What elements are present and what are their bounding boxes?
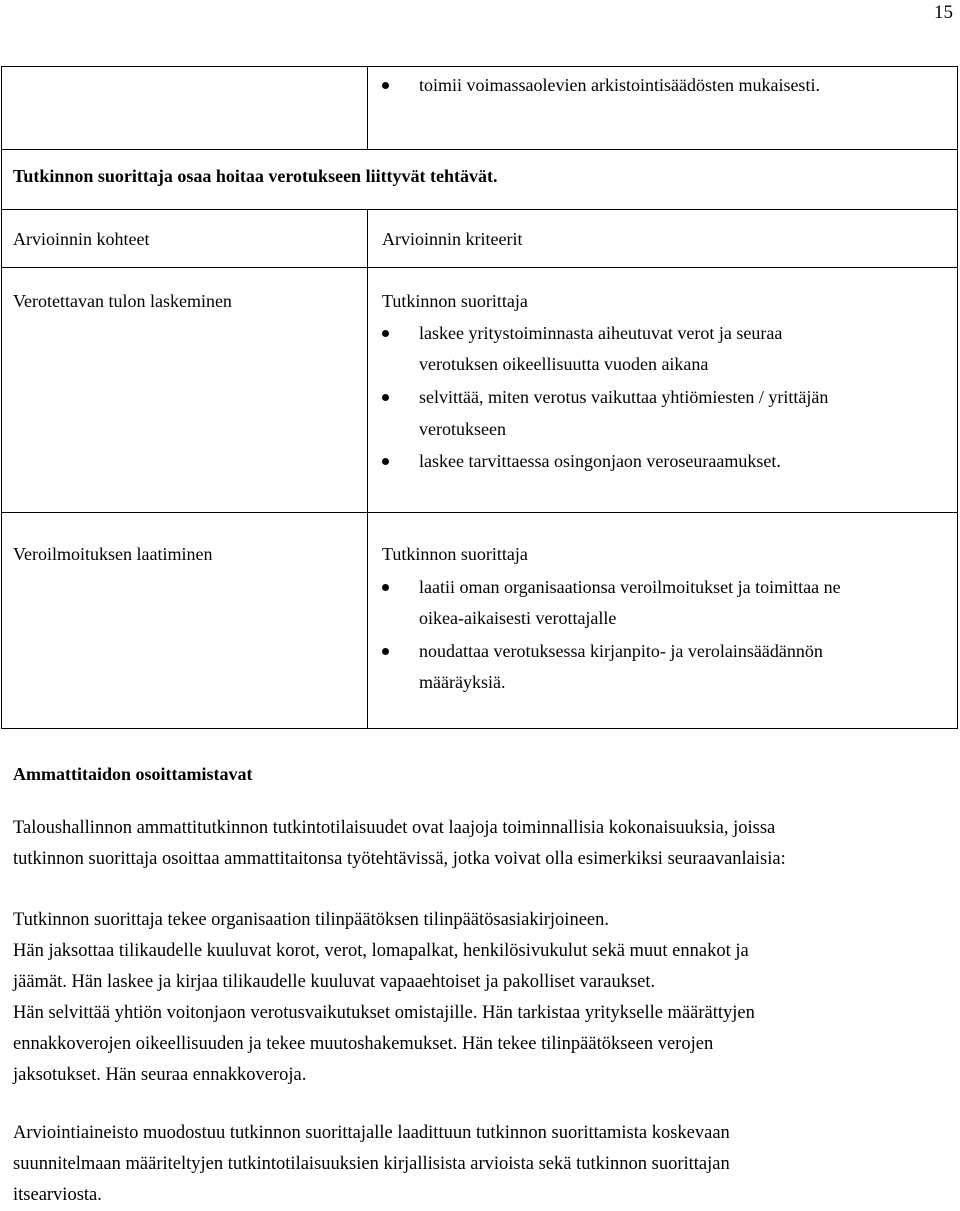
paragraph-line: Hän selvittää yhtiön voitonjaon verotusvaikutukset omistajille. Hän tarkistaa yritykselle määrättyjen: [13, 1003, 755, 1023]
target-tax-return: Veroilmoituksen laatiminen: [13, 544, 213, 564]
paragraph-line: jäämät. Hän laskee ja kirjaa tilikaudelle kuuluvat vapaaehtoiset ja pakolliset varaukset.: [13, 972, 656, 992]
bullet-icon: [382, 330, 389, 337]
criterion-line: verotukseen: [419, 419, 506, 439]
criteria-intro: Tutkinnon suorittaja: [382, 544, 528, 564]
page-number: 15: [934, 2, 953, 23]
paragraph-line: tutkinnon suorittaja osoittaa ammattitaitonsa työtehtävissä, jotka voivat olla esimerkiksi seuraavanlaisia:: [13, 849, 786, 869]
bullet-icon: [382, 394, 389, 401]
criterion-line: oikea-aikaisesti verottajalle: [419, 608, 617, 628]
criterion-line: selvittää, miten verotus vaikuttaa yhtiömiesten / yrittäjän: [419, 387, 829, 407]
paragraph-assessment: [13, 1118, 943, 1211]
paragraph-line: itsearviosta.: [13, 1185, 102, 1205]
column-divider-bottom: [367, 209, 368, 729]
paragraph-line: Taloushallinnon ammattitutkinnon tutkintotilaisuudet ovat laajoja toiminnallisia kokonaisuuksia, joissa: [13, 818, 776, 838]
row-divider: [1, 209, 958, 210]
section-heading: Tutkinnon suorittaja osaa hoitaa verotukseen liittyvät tehtävät.: [13, 166, 498, 186]
column-divider-top: [367, 66, 368, 149]
archiving-criterion: toimii voimassaolevien arkistointisäädösten mukaisesti.: [419, 75, 820, 95]
paragraph-line: suunnitelmaan määriteltyjen tutkintotilaisuuksien kirjallisista arvioista sekä tutkinnon suorittajan: [13, 1154, 730, 1174]
criterion-line: noudattaa verotuksessa kirjanpito- ja verolainsäädännön: [419, 641, 823, 661]
paragraph-line: jaksotukset. Hän seuraa ennakkoveroja.: [13, 1065, 307, 1085]
criterion-line: laskee tarvittaessa osingonjaon veroseuraamukset.: [419, 451, 781, 471]
bullet-icon: [382, 584, 389, 591]
criterion-line: laatii oman organisaationsa veroilmoitukset ja toimittaa ne: [419, 577, 841, 597]
row-divider: [1, 267, 958, 268]
criteria-intro: Tutkinnon suorittaja: [382, 291, 528, 311]
criterion-line: määräyksiä.: [419, 672, 506, 692]
paragraph-line: Hän jaksottaa tilikaudelle kuuluvat korot, verot, lomapalkat, henkilösivukulut sekä muut ennakot ja: [13, 941, 749, 961]
demonstration-heading: Ammattitaidon osoittamistavat: [13, 764, 253, 784]
row-divider: [1, 149, 958, 150]
row-divider: [1, 512, 958, 513]
criterion-line: laskee yritystoiminnasta aiheutuvat verot ja seuraa: [419, 323, 783, 343]
paragraph-intro: [13, 813, 943, 875]
paragraph-line: Arviointiaineisto muodostuu tutkinnon suorittajalle laadittuun tutkinnon suorittamista koskevaan: [13, 1123, 730, 1143]
bullet-icon: [382, 648, 389, 655]
criterion-line: verotuksen oikeellisuutta vuoden aikana: [419, 354, 709, 374]
bullet-icon: [382, 458, 389, 465]
col-header-criteria: Arvioinnin kriteerit: [382, 229, 523, 249]
bullet-icon: [382, 82, 389, 89]
paragraph-line: ennakkoverojen oikeellisuuden ja tekee muutoshakemukset. Hän tekee tilinpäätökseen verojen: [13, 1034, 714, 1054]
target-taxable-income: Verotettavan tulon laskeminen: [13, 291, 232, 311]
paragraph-example: [13, 905, 943, 1091]
col-header-targets: Arvioinnin kohteet: [13, 229, 150, 249]
paragraph-line: Tutkinnon suorittaja tekee organisaation tilinpäätöksen tilinpäätösasiakirjoineen.: [13, 910, 609, 930]
